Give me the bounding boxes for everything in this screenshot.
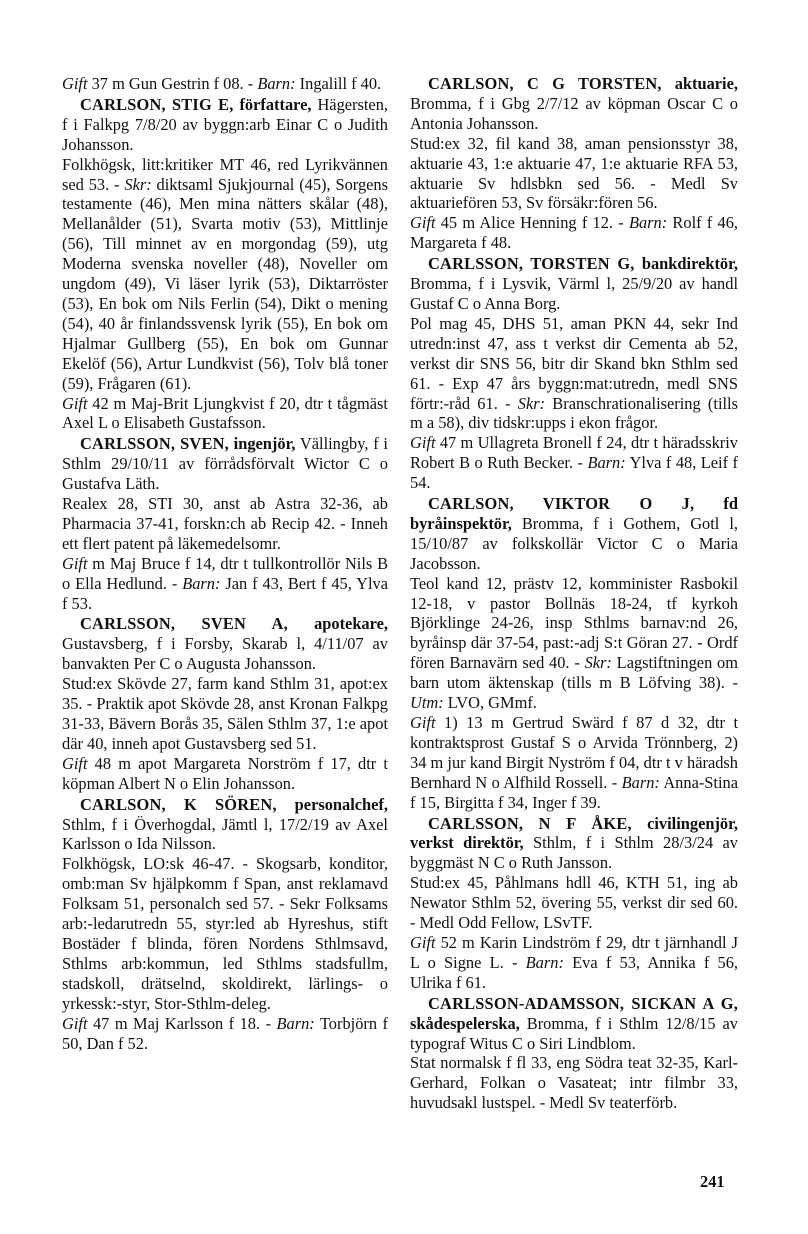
career-part-b: Branschrationalisering (tills m a 58), div tidskr:upps i ekon frågor.: [410, 393, 738, 433]
marriage-line: [410, 713, 738, 813]
barn-label: Barn:: [628, 213, 668, 233]
gift-label: Gift: [62, 74, 88, 93]
person-title: civilingenjör, verkst direktör,: [410, 813, 738, 853]
entry-carlsson-adamsson-sickan: [410, 994, 738, 1113]
entry-header: [62, 795, 388, 855]
skr-label: Skr:: [124, 174, 152, 194]
career-part-b: diktsaml Sjukjournal (45), Sorgens testamente (46), Men mina nätters skålar (48), Mellanålder (51), Svarta motiv (53), Mittlinje (56), Till minnet av en morgondag (59), utg Moderna svenska noveller (48), Noveller om ungdom (49), Vi läser lyrik (53), Diktarröster (53), En bok om Nils Ferlin (54), Dikt o mening (54), 40 år finlandssvensk lyrik (55), En bok om Hjalmar Gullberg (55), En bok om Gunnar Ekelöf (56), Artur Lundkvist (56), Tolv blå toner (59), Frågaren (61).: [62, 174, 388, 393]
gift-label: Gift: [410, 213, 436, 233]
barn-label: Barn:: [257, 74, 296, 93]
children-text: Anna-Stina f 15, Birgitta f 34, Inger f 39.: [410, 772, 738, 812]
marriage-text: 1) 13 m Gertrud Swärd f 87 d 32, dtr t kontraktsprost Gustaf S o Arvida Trönnberg, 2) 34 m jur kand Birgit Nyström f 04, dtr t v häradsh Bernhard N o Alfhild Rossell. -: [410, 713, 738, 792]
entry-carlson-viktor: [410, 494, 738, 813]
career-text: Realex 28, STI 30, anst ab Astra 32-36, ab Pharmacia 37-41, forskn:ch ab Recip 42. - Inneh ett flert patent på läkemedelsomr.: [62, 494, 388, 553]
children-text: Jan f 43, Bert f 45, Ylva f 53.: [62, 573, 389, 613]
person-name: CARLSSON-ADAMSSON, SICKAN A G,: [428, 993, 738, 1013]
entry-header: [62, 434, 388, 494]
person-name: CARLSSON, SVEN,: [80, 434, 229, 454]
entry-header: [410, 254, 738, 314]
person-name: CARLSON, K SÖREN,: [80, 794, 277, 814]
person-title: personalchef,: [294, 794, 388, 814]
career-text: Stud:ex 45, Påhlmans hdll 46, KTH 51, ing ab Newator Sthlm 52, övering 55, verkst dir sed 60. - Medl Odd Fellow, LSvTF.: [410, 873, 738, 933]
barn-label: Barn:: [182, 573, 221, 593]
marriage-text: 45 m Alice Henning f 12. -: [435, 213, 629, 233]
marriage-text: 47 m Maj Karlsson f 18. -: [87, 1013, 277, 1033]
honors-text: LVO, GMmf.: [443, 693, 537, 713]
person-title: skådespelerska,: [410, 1013, 520, 1033]
career-part-a: Teol kand 12, prästv 12, komminister Rasbokil 12-18, v pastor Bollnäs 18-24, tf kyrkoh Björklinge 24-26, insp Sthlms barnav:nd 26, byråinsp där 37-54, past:-adj S:t Göran 27. - Ordf fören Barnavärn sed 40. -: [410, 573, 738, 673]
children-text: Rolf f 46, Margareta f 48.: [410, 213, 738, 253]
career-text: Stud:ex 32, fil kand 38, aman pensionsstyr 38, aktuarie 43, 1:e aktuarie 47, 1:e aktuarie RFA 53, aktuarie Sv hdlsbkn sed 56. - Medl Sv aktuariefören 53, Sv försäkr:fören 56.: [410, 133, 738, 213]
career-text: [62, 155, 388, 394]
children-text: Torbjörn f 50, Dan f 52.: [62, 1013, 388, 1053]
entry-carlson-soren: [62, 795, 388, 1054]
barn-label: Barn:: [525, 952, 564, 972]
entry-carlson-stig: [62, 95, 388, 433]
person-title: författare,: [239, 94, 312, 114]
person-intro: Hägersten, f i Falkpg 7/8/20 av byggn:arb Einar C o Judith Johansson.: [62, 94, 388, 154]
person-title: bankdirektör,: [641, 254, 738, 274]
gift-label: Gift: [410, 713, 436, 732]
marriage-line: [62, 1014, 388, 1054]
person-intro: Bromma, f i Sthlm 12/8/15 av typograf Witus C o Siri Lindblom.: [410, 1013, 738, 1053]
marriage-line: [62, 554, 388, 614]
gift-label: Gift: [410, 433, 436, 453]
marriage-line: [62, 754, 388, 794]
career-text: Folkhögsk, LO:sk 46-47. - Skogsarb, konditor, omb:man Sv hjälpkomm f Span, anst reklamavd Folksam 51, personalch sed 57. - Sekr Folksams arb:-ledarutredn 55, styr:led ab Hyreshus, stift Bostäder f blinda, fören Nordens Sthlmsavd, Sthlms arb:kommun, led Sthlms stadsfullm, stadskoll, drätselnd, skoldirekt, lärlings- o yrkessk:-styr, Stor-Sthlm-deleg.: [62, 854, 388, 1013]
marriage-line: [410, 933, 738, 993]
barn-label: Barn:: [621, 772, 660, 792]
marriage-text: 48 m apot Margareta Norström f 17, dtr t köpman Albert N o Elin Johansson.: [62, 753, 388, 793]
career-text: Stat normalsk f fl 33, eng Södra teat 32-35, Karl-Gerhard, Folkan o Vasateat; intr filmbr 33, huvudsakl lustspel. - Medl Sv teaterförb.: [410, 1053, 738, 1113]
person-name: CARLSON, STIG E,: [80, 94, 234, 114]
person-intro: Vällingby, f i Sthlm 29/10/11 av förrådsförvalt Wictor C o Gustafva Läth.: [62, 434, 388, 494]
person-intro: Gustavsberg, f i Forsby, Skarab l, 4/11/07 av banvakten Per C o Augusta Johansson.: [62, 634, 388, 674]
person-title: fd byråinspektör,: [410, 494, 738, 533]
gift-label: Gift: [62, 393, 88, 413]
person-name: CARLSSON, TORSTEN G,: [428, 254, 635, 274]
entry-carlsson-torsten-g: [410, 254, 738, 493]
person-intro: Sthlm, f i Överhogdal, Jämtl l, 17/2/19 av Axel Karlsson o Ida Nilsson.: [62, 814, 388, 854]
gift-label: Gift: [62, 553, 88, 573]
entry-carlsson-sven-a: [62, 614, 388, 793]
utm-label: Utm:: [410, 693, 444, 713]
marriage-line: [62, 394, 388, 434]
marriage-text: 37 m Gun Gestrin f 08. -: [87, 74, 258, 93]
entry-header: [410, 814, 738, 874]
entry-header: [62, 95, 388, 155]
skr-label: Skr:: [517, 393, 546, 413]
person-intro: Bromma, f i Gothem, Gotl l, 15/10/87 av folkskollär Victor C o Maria Jacobsson.: [410, 513, 738, 573]
career-text: [410, 574, 738, 713]
marriage-line: [410, 213, 738, 253]
person-title: ingenjör,: [233, 434, 296, 454]
entry-header: [410, 74, 738, 134]
page-number: 241: [700, 1172, 725, 1191]
gift-label: Gift: [410, 932, 436, 952]
entry-carlson-torsten: [410, 74, 738, 253]
right-column: [410, 74, 738, 1114]
entry-header: [410, 494, 738, 574]
person-title: aktuarie,: [674, 74, 738, 93]
marriage-text: 47 m Ullagreta Bronell f 24, dtr t häradsskriv Robert B o Ruth Becker. -: [410, 433, 738, 473]
person-name: CARLSSON, SVEN A,: [80, 614, 288, 634]
children-text: Ingalill f 40.: [295, 74, 382, 93]
gift-label: Gift: [62, 753, 88, 773]
person-name: CARLSSON, N F ÅKE,: [428, 813, 632, 833]
skr-label: Skr:: [584, 653, 612, 673]
children-text: Eva f 53, Annika f 56, Ulrika f 61.: [410, 952, 738, 992]
marriage-text: m Maj Bruce f 14, dtr t tullkontrollör Nils B o Ella Hedlund. -: [62, 553, 388, 593]
person-title: apotekare,: [314, 614, 388, 634]
career-part-b: Lagstiftningen om barn utom äktenskap (tills m B Löfving 38). -: [410, 653, 738, 693]
career-text: Stud:ex Skövde 27, farm kand Sthlm 31, apot:ex 35. - Praktik apot Skövde 28, anst Kronan Falkpg 31-33, Bävern Borås 35, Sälen Sthlm 37, 1:e apot där 40, inneh apot Gustavsberg sed 51.: [62, 674, 388, 753]
entry-carlsson-sven: [62, 434, 388, 613]
marriage-line: [62, 74, 388, 94]
person-name: CARLSON, C G TORSTEN,: [428, 74, 662, 93]
person-intro: Bromma, f i Lysvik, Värml l, 25/9/20 av handl Gustaf C o Anna Borg.: [410, 274, 738, 313]
person-name: CARLSON, VIKTOR O J,: [428, 494, 695, 514]
marriage-text: 52 m Karin Lindström f 29, dtr t järnhandl J L o Signe L. -: [410, 932, 738, 972]
career-part-a: Folkhögsk, litt:kritiker MT 46, red Lyrikvännen sed 53. -: [62, 154, 388, 194]
entry-header: [62, 614, 388, 674]
person-intro: Sthlm, f i Sthlm 28/3/24 av byggmäst N C o Ruth Jansson.: [410, 833, 738, 873]
barn-label: Barn:: [587, 453, 626, 473]
left-column: [62, 74, 388, 1054]
children-text: Ylva f 48, Leif f 54.: [410, 453, 738, 493]
entry-carlsson-ake: [410, 814, 738, 993]
career-part-a: Pol mag 45, DHS 51, aman PKN 44, sekr Ind utredn:inst 47, ass t verkst dir Cementa ab 52, verkst dir SNS 56, bitr dir Skand bkn Sthlm sed 61. - Exp 47 års byggn:mat:utredn, medl SNS förtr:-råd 61. -: [410, 313, 738, 413]
entry-header: [410, 994, 738, 1054]
marriage-line: [410, 433, 738, 493]
entry-fragment: [62, 74, 388, 94]
gift-label: Gift: [62, 1013, 88, 1033]
barn-label: Barn:: [276, 1013, 315, 1033]
marriage-text: 42 m Maj-Brit Ljungkvist f 20, dtr t tågmäst Axel L o Elisabeth Gustafsson.: [62, 393, 388, 433]
career-text: [410, 314, 738, 433]
person-intro: Bromma, f i Gbg 2/7/12 av köpman Oscar C o Antonia Johansson.: [410, 93, 738, 133]
